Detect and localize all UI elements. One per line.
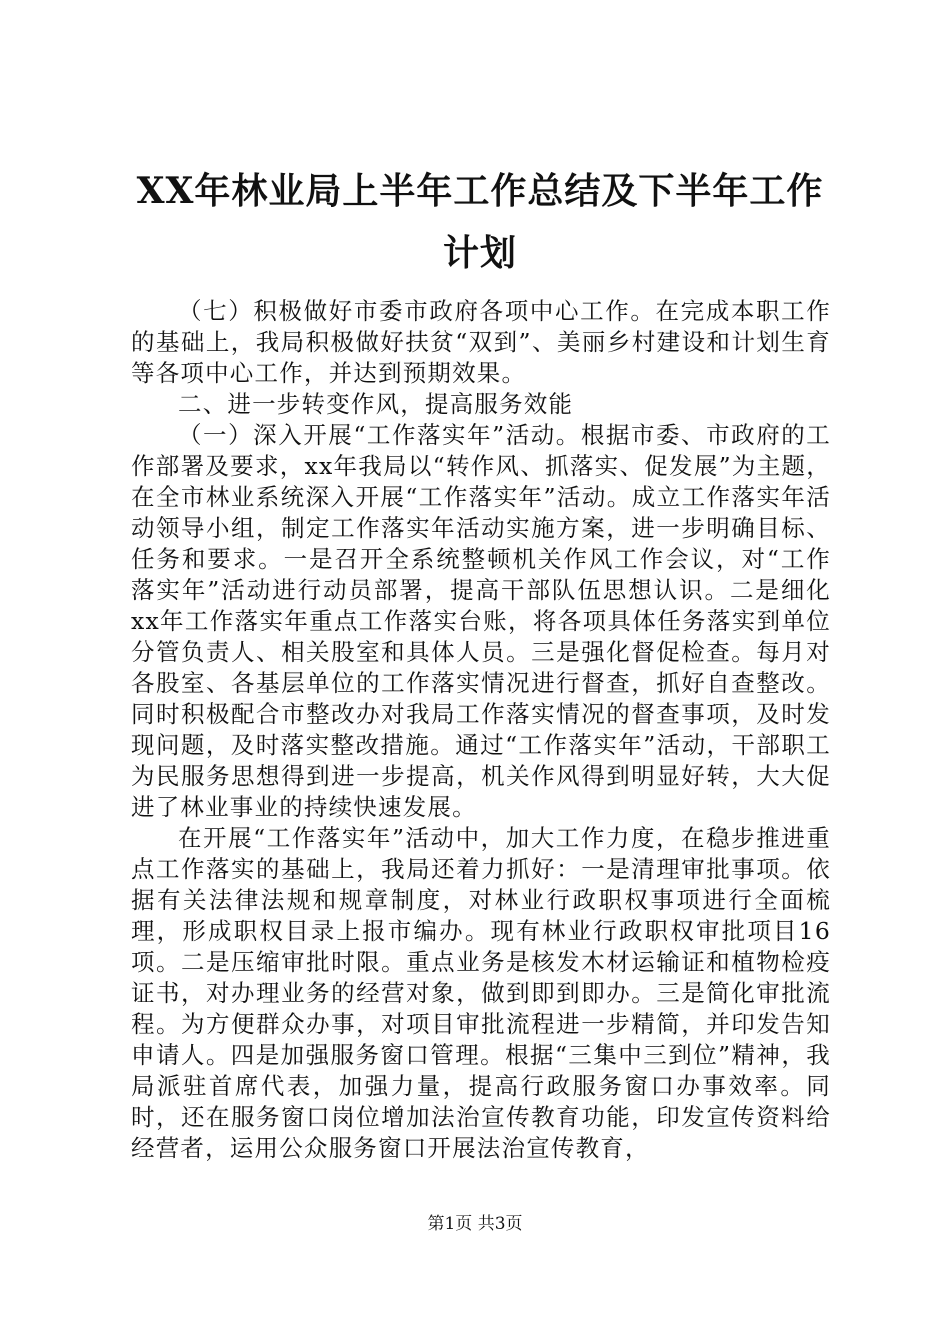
document-body xyxy=(131,296,831,1164)
paragraph-approval-reform: 在开展“工作落实年”活动中，加大工作力度，在稳步推进重点工作落实的基础上，我局还着力抓好：一是清理审批事项。依据有关法律法规和规章制度，对林业行政职权事项进行全面梳理，形成职权目录上报市编办。现有林业行政职权审批项目16项。二是压缩审批时限。重点业务是核发木材运输证和植物检疫证书，对办理业务的经营对象，做到即到即办。三是简化审批流程。为方便群众办事，对项目审批流程进一步精简，并印发告知申请人。四是加强服务窗口管理。根据“三集中三到位”精神，我局派驻首席代表，加强力量，提高行政服务窗口办事效率。同时，还在服务窗口岗位增加法治宣传教育功能，印发宣传资料给经营者，运用公众服务窗口开展法治宣传教育， xyxy=(131,824,831,1162)
section-heading-improve-efficiency: 二、进一步转变作风，提高服务效能 xyxy=(178,390,574,418)
paragraph-item-7: （七）积极做好市委市政府各项中心工作。在完成本职工作的基础上，我局积极做好扶贫“双到”、美丽乡村建设和计划生育等各项中心工作，并达到预期效果。 xyxy=(131,297,831,387)
document-title: XX年林业局上半年工作总结及下半年工作计划 xyxy=(136,170,824,274)
page-footer: 第1页 共3页 xyxy=(427,1214,523,1234)
paragraph-work-implementation-year: （一）深入开展“工作落实年”活动。根据市委、市政府的工作部署及要求，xx年我局以“转作风、抓落实、促发展”为主题，在全市林业系统深入开展“工作落实年”活动。成立工作落实年活动领导小组，制定工作落实年活动实施方案，进一步明确目标、任务和要求。一是召开全系统整顿机关作风工作会议，对“工作落实年”活动进行动员部署，提高干部队伍思想认识。二是细化xx年工作落实年重点工作落实台账，将各项具体任务落实到单位分管负责人、相关股室和具体人员。三是强化督促检查。每月对各股室、各基层单位的工作落实情况进行督查，抓好自查整改。同时积极配合市整改办对我局工作落实情况的督查事项，及时发现问题，及时落实整改措施。通过“工作落实年”活动，干部职工为民服务思想得到进一步提高，机关作风得到明显好转，大大促进了林业事业的持续快速发展。 xyxy=(131,421,831,821)
